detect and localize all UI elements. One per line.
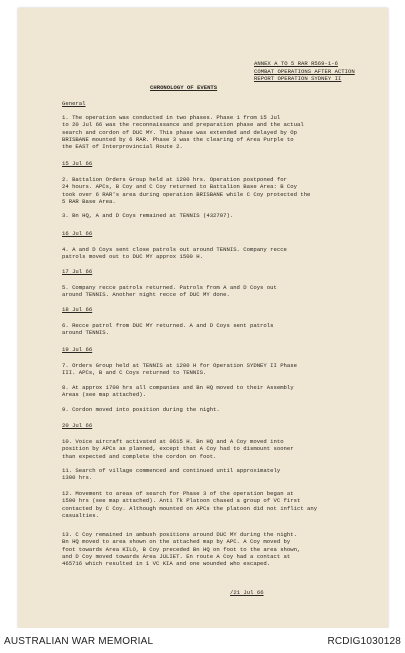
paragraph-10-line: 10. Voice aircraft activated at 0615 H. Bn HQ and A Coy moved into: [62, 438, 284, 445]
paragraph-13: [62, 531, 300, 567]
paragraph-7-line: 7. Orders Group held at TENNIS at 1200 H for Operation SYDNEY II Phase: [62, 362, 297, 369]
annex-line-2: COMBAT OPERATIONS AFTER ACTION: [254, 67, 355, 75]
section-general: General: [62, 100, 86, 107]
paragraph-12-line: casualties.: [62, 511, 99, 519]
paragraph-1-line: BRISBANE mounted by 6 RAR. Phase 3 was the clearing of Area Purple to: [62, 135, 294, 143]
paragraph-11-line: 11. Search of village commenced and continued until approximately: [62, 467, 281, 474]
paragraph-2-line: 5 RAR Base Area.: [62, 197, 116, 205]
paragraph-5-line: 5. Company recce patrols returned. Patrols from A and D Coys out: [62, 284, 277, 291]
archive-footer: [0, 628, 405, 653]
paragraph-6-line: around TENNIS.: [62, 329, 109, 337]
paragraph-1-line: the EAST of Interprovincial Route 2.: [62, 143, 183, 151]
paragraph-8: [62, 384, 294, 399]
paragraph-3-line: 3. Bn HQ, A and D Coys remained at TENNIS (432707).: [62, 212, 234, 219]
annex-line-3: REPORT OPERATION SYDNEY II: [254, 75, 342, 82]
paragraph-10-line: than expected and complete the cordon on foot.: [62, 452, 217, 460]
paragraph-11-line: 1300 hrs.: [62, 474, 93, 482]
paragraph-9-line: 9. Cordon moved into position during the night.: [62, 406, 220, 413]
section-16-jul: 16 Jul 66: [62, 230, 93, 237]
paragraph-12: [62, 490, 317, 519]
paragraph-10: [62, 438, 294, 460]
paragraph-2-line: 2. Battalion Orders Group held at 1200 hrs. Operation postponed for: [62, 176, 287, 183]
paragraph-1-line: to 20 Jul 66 was the reconnaissance and preparation phase and the actual: [62, 121, 304, 129]
paragraph-13-line: Bn HQ moved to area shown on the attached map by APC. A Coy moved by: [62, 538, 291, 546]
paragraph-6-line: 6. Recce patrol from DUC MY returned. A and D Coys sent patrols: [62, 322, 274, 329]
paragraph-7-line: III. APCs, B and C Coys returned to TENNIS.: [62, 369, 207, 377]
continuation-marker: /21 Jul 66: [230, 589, 264, 596]
paragraph-1-line: 1. The operation was conducted in two phases. Phase 1 from 15 Jul: [62, 114, 281, 121]
paragraph-7: [62, 362, 297, 377]
section-17-jul: 17 Jul 66: [62, 268, 93, 275]
paragraph-8-line: Areas (see map attached).: [62, 391, 146, 399]
paragraph-2: [62, 176, 310, 205]
paragraph-6: [62, 322, 273, 337]
paragraph-12-line: 12. Movement to areas of search for Phase 3 of the operation began at: [62, 490, 294, 497]
section-20-jul: 20 Jul 66: [62, 422, 93, 429]
paragraph-11: [62, 467, 280, 482]
section-18-jul: 18 Jul 66: [62, 306, 93, 313]
section-15-jul: 15 Jul 66: [62, 160, 93, 167]
paragraph-5-line: around TENNIS. Another night recce of DUC MY done.: [62, 291, 230, 299]
paragraph-4: [62, 246, 287, 261]
paragraph-13-line: 465716 which resulted in 1 VC KIA and one wounded who escaped.: [62, 560, 271, 568]
paragraph-4-line: 4. A and D Coys sent close patrols out around TENNIS. Company recce: [62, 246, 287, 253]
paragraph-13-line: foot towards Area KILO, B Coy preceded Bn HQ on foot to the area shown,: [62, 545, 301, 553]
paragraph-8-line: 8. At approx 1700 hrs all companies and Bn HQ moved to their Assembly: [62, 384, 294, 391]
paragraph-9: [62, 406, 220, 413]
paragraph-1-line: search and cordon of DUC MY. This phase was extended and delayed by Op: [62, 128, 297, 136]
paragraph-13-line: 13. C Coy remained in ambush positions around DUC MY during the night.: [62, 531, 297, 538]
annex-reference: ANNEX A TO 5 RAR R569-1-6: [254, 60, 338, 67]
paragraph-10-line: position by APCs as planned, except that A Coy had to dismount sooner: [62, 445, 294, 453]
paragraph-5: [62, 284, 277, 299]
paragraph-2-line: took over 6 RAR's area during operation BRISBANE while C Coy protected the: [62, 190, 311, 198]
page-title: CHRONOLOGY OF EVENTS: [150, 84, 218, 91]
footer-record-id: RCDIG1030128: [327, 636, 401, 647]
paragraph-2-line: 24 hours. APCs, B Coy and C Coy returned to Battalion Base Area: B Coy: [62, 183, 297, 191]
footer-source: AUSTRALIAN WAR MEMORIAL: [4, 636, 154, 647]
paragraph-13-line: and D Coy moved towards Area JULIET. En route A Coy had a contact at: [62, 552, 291, 560]
paragraph-12-line: contacted by C Coy. Although mounted on APCs the platoon did not inflict any: [62, 504, 318, 512]
section-19-jul: 19 Jul 66: [62, 346, 93, 353]
paragraph-4-line: patrols moved out to DUC MY approx 1500 H.: [62, 253, 203, 261]
paragraph-3: [62, 212, 233, 219]
paragraph-12-line: 1500 hrs (see map attached). Anti Tk Platoon chased a group of VC first: [62, 497, 301, 505]
paragraph-1: [62, 114, 304, 150]
